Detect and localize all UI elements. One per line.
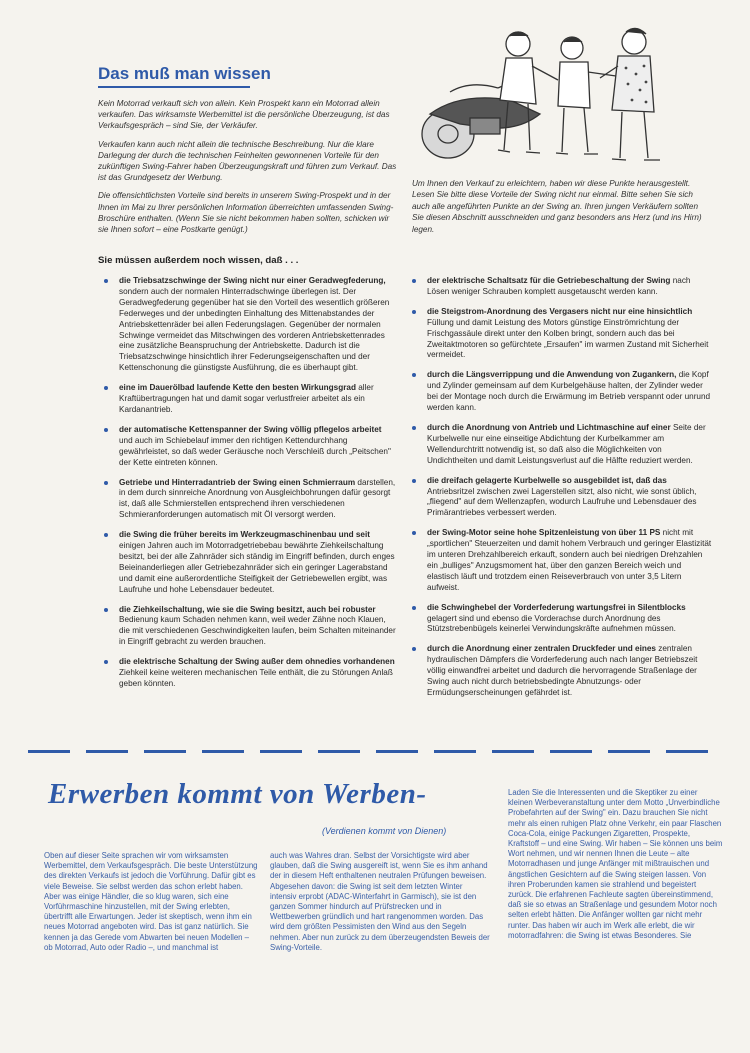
bullet-text: die Kopf und Zylinder gemeinsam auf dem Kurbelgehäuse halten, der Zylinder weder bei der Montage noch durch die Erwärmung im Betrieb verspannt oder unrund werden kann. <box>427 370 711 413</box>
bullet-text: nach Lösen weniger Schrauben komplett ausgetauscht werden kann. <box>427 276 691 296</box>
footer-column-3-text: Laden Sie die Interessenten und die Skeptiker zu einer kleinen Werbeveranstaltung unter dem Motto „Unverbindliche Probefahrten auf der Swing" ein. Dazu brauchen Sie nicht mehr als einen ruhigen Platz ohne Verkehr, ein paar Flaschen Coca-Cola, einige Packungen Zigaretten, Prospekte, Kraftstoff – und eine Swing. Wir haben – Sie können uns beim Wort nehmen, und wir nennen Ihnen die Leute – alte Motorradhasen und junge Anfänger mit mißtrauischen und ängstlichen Gesichtern auf die Swing steigen lassen. Von ihren Proberunden kamen sie strahlend und begeistert zurück. Die erfahrenen Fachleute sagten übereinstimmend, daß sie so etwas an Straßenlage und gesundem Motor noch selten erlebt hätten. Die Anfänger wollten gar nicht mehr runter. Das haben wir auch im Werk alle erlebt, die wir motorradfahren: die Swing ist etwas Besonderes. Sie <box>508 788 723 940</box>
bullet-text: nicht mit „sportlichen" Steuerzeiten und damit hohem Verbrauch und geringer Elastizität im unteren Drehzahlbereich erkauft, sondern auch bei niedrigen Drehzahlen ein „bulliges" Anzugsmoment hat, über den ganzen Bereich weich und elastisch läuft und trotzdem einen Reiseverbrauch von unter 3,5 Litern aufweist. <box>427 528 712 592</box>
divider-dash <box>260 750 302 753</box>
bullet-dot-icon <box>104 481 108 485</box>
section-subheading: Sie müssen außerdem noch wissen, daß . . . <box>98 255 299 266</box>
intro-paragraph-3: Die offensichtlichsten Vorteile sind bereits in unserem Swing-Prospekt und in der Ihnen im Mai zu Ihrer persönlichen Information überreichten umfassenden Swing-Broschüre enthalten. (Wenn Sie sie nicht bekommen haben sollten, schicken wir sie Ihnen sofort – eine Postkarte genügt.) <box>98 191 394 235</box>
footer-subtitle: (Verdienen kommt von Dienen) <box>322 826 447 836</box>
bullet-bold-text: die Steigstrom-Anordnung des Vergasers nicht nur eine hinsichtlich <box>427 306 693 316</box>
bullet-item <box>104 657 396 690</box>
footer-column-2-text: auch was Wahres dran. Selbst der Vorsichtigste wird aber glauben, daß die Swing ausgereift ist, wenn Sie es ihm anhand der in diesem Heft enthaltenen neutralen Prüfungen beweisen. Abgesehen davon: die Swing ist seit dem letzten Winter intensiv erprobt (ADAC-Winterfahrt in Garmisch), sie ist den ganzen Sommer hindurch auf Prüfstrecken und in Wettbewerben gründlich und hart rangenommen worden. Das wird dem größten Pessimisten den Wind aus den Segeln nehmen. Aber nun zurück zu dem überzeugendsten Beweis der Swing-Vorteile. <box>270 851 490 952</box>
bullet-bold-text: durch die Anordnung von Antrieb und Lichtmaschine auf einer <box>427 422 671 432</box>
dashed-divider <box>28 750 728 754</box>
divider-dash <box>376 750 418 753</box>
bullet-text: Bedienung kaum Schaden nehmen kann, weil weder Zähne noch Klauen, die mit verschiedenen Geschwindigkeiten laufen, beim Schalten miteinander in Eingriff gebracht zu werden brauchen. <box>119 615 396 647</box>
bullet-bold-text: durch die Längsverrippung und die Anwendung von Zugankern, <box>427 370 677 380</box>
intro-paragraph-2: Verkaufen kann auch nicht allein die technische Beschreibung. Nur die klare Darlegung der durch die technischen Feinheiten gewonnenen Vorteile für den zukünftigen Swing-Fahrer haben Überzeugungskraft und führen zum Verkauf. Das ist das Grundgesetz der Werbung. <box>98 139 397 183</box>
bullet-dot-icon <box>104 660 108 664</box>
bullet-text: Füllung und damit Leistung des Motors günstige Einströmrichtung der Frischgassäule direkt unter den Kolben bringt, sondern auch das bei Zweitaktmotoren so gefürchtete „Ersaufen" im warmen Zustand mit Sicherheit vermeidet. <box>427 317 709 360</box>
divider-dash <box>492 750 534 753</box>
bullet-bold-text: die Ziehkeilschaltung, wie sie die Swing besitzt, auch bei robuster <box>119 604 376 614</box>
bullet-bold-text: die dreifach gelagerte Kurbelwelle so ausgebildet ist, daß das <box>427 475 667 485</box>
right-intro-paragraph: Um Ihnen den Verkauf zu erleichtern, haben wir diese Punkte herausgestellt. Lesen Sie bitte diese Vorteile der Swing nicht nur einmal. Bitte sehen Sie sich auch alle angeführten Punkte an der Swing an. Ihren jungen Verkäufern sollten Sie diesen Abschnitt ausschneiden und ganz besonders ans Herz (und ins Hirn) legen. <box>412 179 702 234</box>
intro-text <box>98 98 398 242</box>
bullet-text: aller Kraftübertragungen hat und damit sogar verlustfreier arbeitet als ein Kardanantrieb. <box>119 383 374 414</box>
bullet-dot-icon <box>104 533 108 537</box>
bullet-item <box>412 528 712 593</box>
bullet-item <box>104 530 396 595</box>
bullet-bold-text: der elektrische Schaltsatz für die Getriebeschaltung der Swing <box>427 276 671 285</box>
bullet-text: Ziehkeil keine weiteren mechanischen Teile enthält, die zu Störungen Anlaß geben könnten. <box>119 668 393 688</box>
bullet-dot-icon <box>104 386 108 390</box>
bullet-text: zentralen hydraulischen Dämpfers die Vorderfederung auch nach langer Betriebszeit völlig einwandfrei arbeitet und dadurch die hervorragende Straßenlage der Swing auch nicht durch betriebsbedingte Abnutzungs- oder Ermüdungserscheinungen gefährdet ist. <box>427 644 698 697</box>
salesmen-motorcycle-illustration <box>390 22 710 172</box>
divider-dash <box>144 750 186 753</box>
bullet-bold-text: die Swing die früher bereits im Werkzeugmaschinenbau und seit <box>119 530 370 540</box>
bullet-bold-text: die Triebsatzschwinge der Swing nicht nur einer Geradwegfederung, <box>119 276 386 285</box>
bullet-item <box>104 478 396 522</box>
bullet-dot-icon <box>412 279 416 283</box>
bullet-dot-icon <box>104 428 108 432</box>
divider-dash <box>666 750 708 753</box>
footer-column-1 <box>44 851 259 953</box>
intro-paragraph-1: Kein Motorrad verkauft sich von allein. Kein Prospekt kann ein Motorrad allein verkaufen. Das wirksamste Werbemittel ist die persönliche Überzeugung, ist das Verkaufsgespräch – sind Sie, der Verkäufer. <box>98 99 390 131</box>
footer-column-2 <box>270 851 490 953</box>
bullet-dot-icon <box>412 606 416 610</box>
divider-dash <box>318 750 360 753</box>
bullet-bold-text: Getriebe und Hinterradantrieb der Swing einen Schmierraum <box>119 477 356 487</box>
bullet-dot-icon <box>412 373 416 377</box>
divider-dash <box>86 750 128 753</box>
divider-dash <box>28 750 70 753</box>
bullet-bold-text: der Swing-Motor seine hohe Spitzenleistung von über 11 PS <box>427 528 661 538</box>
page-title: Das muß man wissen <box>98 64 271 83</box>
divider-dash <box>550 750 592 753</box>
bullet-text: darstellen, in dem durch sinnreiche Anordnung von Ausgleichbohrungen dafür gesorgt ist, daß alle Schmierstellen entsprechend ihren verschiedenen Schmieranforderungen automatisch mit Öl versorgt werden. <box>119 477 396 520</box>
bullet-item <box>412 476 712 520</box>
bullet-bold-text: durch die Anordnung einer zentralen Druckfeder und eines <box>427 644 656 654</box>
bullet-bold-text: eine im Dauerölbad laufende Kette den besten Wirkungsgrad <box>119 383 356 393</box>
bullet-list-left <box>104 276 396 699</box>
bullet-text: und auch im Schiebelauf immer den richtigen Kettendurchhang gewährleistet, so daß weder Geräusche noch Verschleiß durch „Peitschen" der Kette eintreten können. <box>119 435 391 467</box>
footer-title: Erwerben kommt von Werben- <box>48 778 427 810</box>
bullet-bold-text: der automatische Kettenspanner der Swing völlig pflegelos arbeitet <box>119 424 382 434</box>
bullet-dot-icon <box>412 479 416 483</box>
bullet-text: Seite der Kurbelwelle nur eine einseitige Abdichtung der Kurbelkammer am Wellendurchtritt notwendig ist, so daß also die Möglichkeiten von Undichtheiten und damit Leistungsverlust auf die Hälfte reduziert werden. <box>427 422 706 465</box>
bullet-item <box>412 370 712 414</box>
bullet-item <box>412 276 712 298</box>
bullet-dot-icon <box>104 279 108 283</box>
footer-column-3 <box>508 788 723 941</box>
footer-column-1-text: Oben auf dieser Seite sprachen wir vom wirksamsten Werbemittel, dem Verkaufsgespräch. Die beste Unterstützung des direkten Verkaufs ist jedoch die Vorführung. Dafür gibt es viele Beweise. Sie selbst werden das schon erlebt haben. Aber was einige Händler, die so klug waren, sich eine Vorführmaschine hinzustellen, mit der Swing erlebten, übertrifft alle Erwartungen. Jeder ist skeptisch, wenn ihm ein neues Motorrad angeboten wird. Das ist ganz natürlich. Sie kennen ja das Gerede vom Abwarten bei neuen Modellen – ob Motorrad, Auto oder Radio –, und manchmal ist <box>44 851 258 952</box>
divider-dash <box>202 750 244 753</box>
bullet-text: sondern auch der normalen Hinterradschwinge überlegen ist. Der Geradwegfederung gegenüber hat sie den Vorteil des wesentlich größeren Federweges und der unbedingten Einhaltung des Mittenabstandes der Antriebskettenräder bei allen Federungslagen. Gegenüber der normalen Schwinge vermeidet das Mitschwingen des vorderen Antriebskettenrades eine zusätzliche Beanspruchung der Antriebskette. Dadurch ist die Triebsatzschwinge hinsichtlich ihrer Federungseigenschaften und der Kettenschonung die günstigste Ausführung, die es überhaupt gibt. <box>119 286 390 373</box>
bullet-item <box>104 276 396 374</box>
bullet-dot-icon <box>412 647 416 651</box>
bullet-item <box>412 307 712 362</box>
bullet-dot-icon <box>104 608 108 612</box>
bullet-item <box>104 605 396 649</box>
bullet-dot-icon <box>412 426 416 430</box>
bullet-item <box>412 423 712 467</box>
bullet-item <box>412 603 712 636</box>
bullet-list-right <box>412 276 712 708</box>
bullet-item <box>104 383 396 416</box>
title-underline <box>98 86 250 88</box>
bullet-bold-text: die elektrische Schaltung der Swing außer dem ohnedies vorhandenen <box>119 657 395 667</box>
bullet-text: einigen Jahren auch im Motorradgetriebebau bewährte Ziehkeilschaltung besitzt, bei der alle Zahnräder sich ständig im Eingriff befinden, durch enges Beieinanderliegen aller Getriebezahnräder sich ein geringer Lagerabstand und damit eine außerordentliche Steifigkeit der Getriebewellen ergibt, was Laufruhe und hohe Lebensdauer bedeutet. <box>119 541 395 594</box>
bullet-bold-text: die Schwinghebel der Vorderfederung wartungsfrei in Silentblocks <box>427 602 686 612</box>
bullet-text: gelagert sind und ebenso die Vorderachse durch Anordnung des Stützstrebenbügels keinerlei Verwindungskräfte aufnehmen müssen. <box>427 613 676 634</box>
bullet-item <box>412 644 712 699</box>
bullet-dot-icon <box>412 310 416 314</box>
divider-dash <box>434 750 476 753</box>
bullet-text: Antriebsritzel zwischen zwei Lagerstellen sitzt, also nicht, wie sonst üblich, „fliegend" auf dem Wellenzapfen, wodurch Laufruhe und Lebensdauer des Primärantriebes verbessert werden. <box>427 486 697 518</box>
bullet-item <box>104 425 396 469</box>
bullet-dot-icon <box>412 531 416 535</box>
divider-dash <box>608 750 650 753</box>
